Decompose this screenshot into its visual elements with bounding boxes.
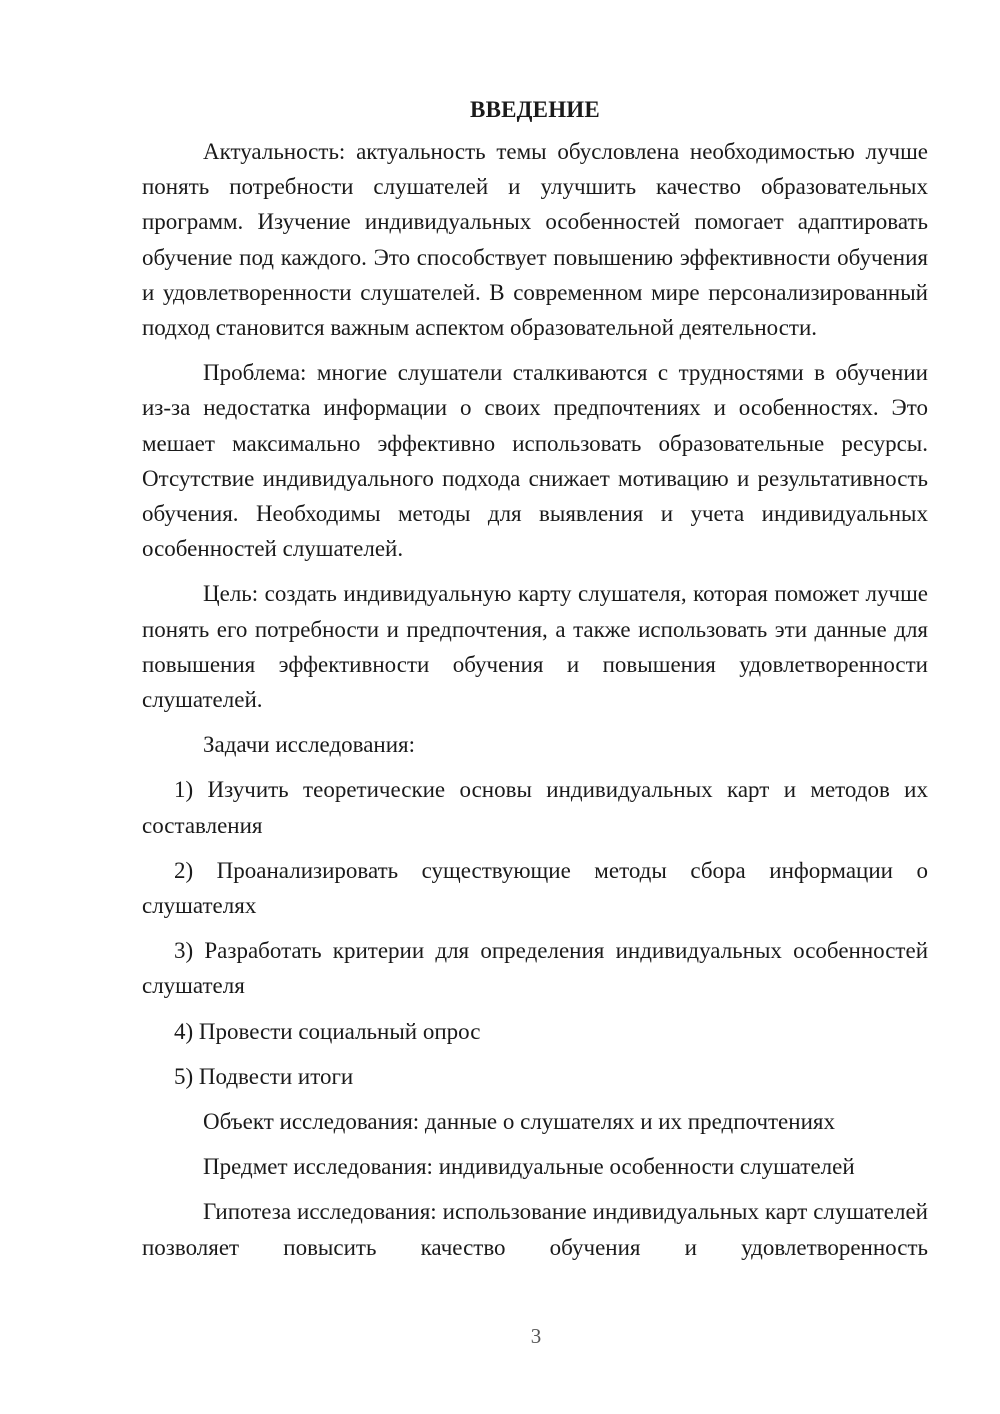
page-number: 3: [530, 1324, 542, 1348]
relevance-paragraph: Актуальность: актуальность темы обусловлена необходимостью лучше понять потребности слушателей и улучшить качество образовательных программ. Изучение индивидуальных особенностей помогает адаптировать обучение под каждого. Это способствует повышению эффективности обучения и удовлетворенности слушателей. В современном мире персонализированный подход становится важным аспектом образовательной деятельности.: [142, 139, 928, 341]
task-item-5: 5) Подвести итоги: [174, 1063, 354, 1089]
tasks-heading: Задачи исследования:: [203, 732, 416, 758]
task-item-1: 1) Изучить теоретические основы индивидуальных карт и методов их составления: [142, 777, 928, 838]
task-item-3: 3) Разработать критерии для определения индивидуальных особенностей слушателя: [142, 938, 928, 999]
section-title: ВВЕДЕНИЕ: [470, 97, 600, 122]
goal-paragraph: Цель: создать индивидуальную карту слушателя, которая поможет лучше понять его потребности и предпочтения, а также использовать эти данные для повышения эффективности обучения и повышения удовлетворенности слушателей.: [142, 581, 928, 713]
task-item-4: 4) Провести социальный опрос: [174, 1018, 481, 1044]
research-object: Объект исследования: данные о слушателях и их предпочтениях: [203, 1109, 835, 1135]
task-item-2: 2) Проанализировать существующие методы сбора информации о слушателях: [142, 857, 928, 919]
research-hypothesis: Гипотеза исследования: использование индивидуальных карт слушателей позволяет повысить качество обучения и удовлетворенность: [142, 1199, 928, 1260]
research-subject: Предмет исследования: индивидуальные особенности слушателей: [203, 1154, 855, 1180]
document-page: [142, 92, 928, 1275]
problem-paragraph: Проблема: многие слушатели сталкиваются с трудностями в обучении из-за недостатка информации о своих предпочтениях и особенностях. Это мешает максимально эффективно использовать образовательные ресурсы. Отсутствие индивидуального подхода снижает мотивацию и результативность обучения. Необходимы методы для выявления и учета индивидуальных особенностей слушателей.: [142, 360, 928, 562]
